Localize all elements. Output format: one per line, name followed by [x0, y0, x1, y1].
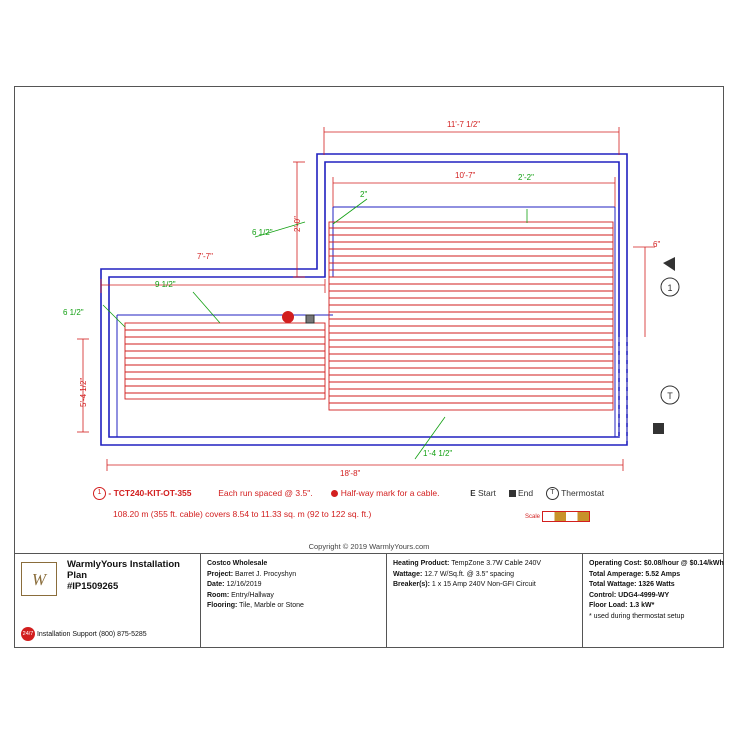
project-value: Barret J. Procyshyn [235, 570, 297, 578]
product-code: - TCT240-KIT-OT-355 [108, 487, 192, 498]
date-value: 12/16/2019 [226, 581, 262, 588]
footnote: * used during thermostat setup [589, 612, 685, 620]
operating-cost: Operating Cost: $0.08/hour @ $0.14/kWh [589, 560, 724, 567]
plan-id: #IP1509265 [67, 581, 119, 592]
flooring-value: Tile, Marble or Stone [239, 602, 304, 609]
breakers-label: Breaker(s): [393, 581, 430, 588]
wattage-label: Wattage: [393, 570, 423, 578]
dim-1-4-1-2: 1'-4 1/2" [423, 449, 453, 458]
circuit-badge: 1 [93, 487, 106, 500]
svg-text:1: 1 [667, 283, 673, 293]
company-name: WarmlyYours Installation Plan [67, 559, 180, 581]
dim-18-8: 18'-8" [340, 469, 361, 478]
end-icon [509, 490, 516, 497]
dim-6-1-2-top: 6 1/2" [252, 228, 273, 237]
end-label: End [518, 487, 534, 498]
title-block-company [15, 554, 201, 647]
room-value: Entry/Hallway [231, 591, 274, 599]
heating-line [393, 559, 576, 570]
title-block-product [387, 554, 583, 647]
dim-5-4-1-2: 5'-4 1/2" [79, 377, 88, 407]
dim-6-1-2-left: 6 1/2" [63, 308, 84, 317]
halfway-note: Half-way mark for a cable. [340, 487, 440, 498]
project-line [207, 570, 380, 581]
heating-label: Heating Product: [393, 560, 450, 567]
heating-value: TempZone 3.7W Cable 240V [451, 560, 542, 567]
end-marker [653, 423, 664, 434]
dim-11-7-1-2: 11'-7 1/2" [447, 120, 481, 129]
breakers-line [393, 580, 576, 591]
dim-10-7: 10'-7" [455, 171, 476, 180]
dim-2in: 2" [360, 190, 368, 199]
customer-name: Costco Wholesale [207, 560, 268, 567]
wattage-line [393, 570, 576, 581]
start-icon: E [470, 489, 476, 498]
svg-text:T: T [667, 391, 673, 401]
project-label: Project: [207, 570, 234, 578]
flooring-line [207, 601, 380, 612]
control: Control: UDG4-4999-WY [589, 591, 670, 599]
scale-label: Scale [525, 514, 541, 521]
drawing-sheet [14, 86, 724, 648]
support-text: Installation Support (800) 875-5285 [36, 630, 147, 638]
total-amperage: Total Amperage: 5.52 Amps [589, 570, 681, 578]
dim-9-1-2: 9 1/2" [155, 280, 176, 289]
title-block-electrical [583, 554, 723, 647]
date-label: Date: [207, 581, 225, 588]
total-wattage: Total Wattage: 1326 Watts [589, 581, 675, 588]
room-line [207, 591, 380, 602]
room-label: Room: [207, 591, 230, 599]
breakers-value: 1 x 15 Amp 240V Non-GFI Circuit [431, 581, 536, 588]
dim-2-2: 2'-2" [518, 173, 534, 182]
flooring-label: Flooring: [207, 602, 238, 609]
warmlyyours-logo: W [21, 562, 57, 596]
halfway-mark [282, 311, 294, 323]
date-line [207, 580, 380, 591]
thermostat-icon: T [546, 487, 559, 500]
thermostat-label: Thermostat [561, 487, 605, 498]
support-line [21, 627, 147, 641]
title-block-customer [201, 554, 387, 647]
support-badge-icon: 24/7 [21, 627, 35, 641]
dim-6in: 6" [653, 240, 661, 249]
halfway-dot-icon [331, 490, 338, 497]
scale-indicator [525, 511, 590, 522]
floor-load: Floor Load: 1.3 kW* [589, 602, 655, 609]
coverage-note: 108.20 m (355 ft. cable) covers 8.54 to 11.33 sq. m (92 to 122 sq. ft.) [113, 509, 372, 519]
spacing-note: Each run spaced @ 3.5". [218, 487, 313, 498]
title-block [15, 553, 723, 647]
scale-bar [542, 511, 590, 522]
start-label: Start [477, 487, 496, 498]
wattage-value: 12.7 W/Sq.ft. @ 3.5" spacing [424, 570, 514, 578]
dim-2-0: 2'-0" [293, 216, 302, 232]
dim-7-7: 7'-7" [197, 252, 213, 261]
copyright: Copyright © 2019 WarmlyYours.com [308, 542, 430, 551]
